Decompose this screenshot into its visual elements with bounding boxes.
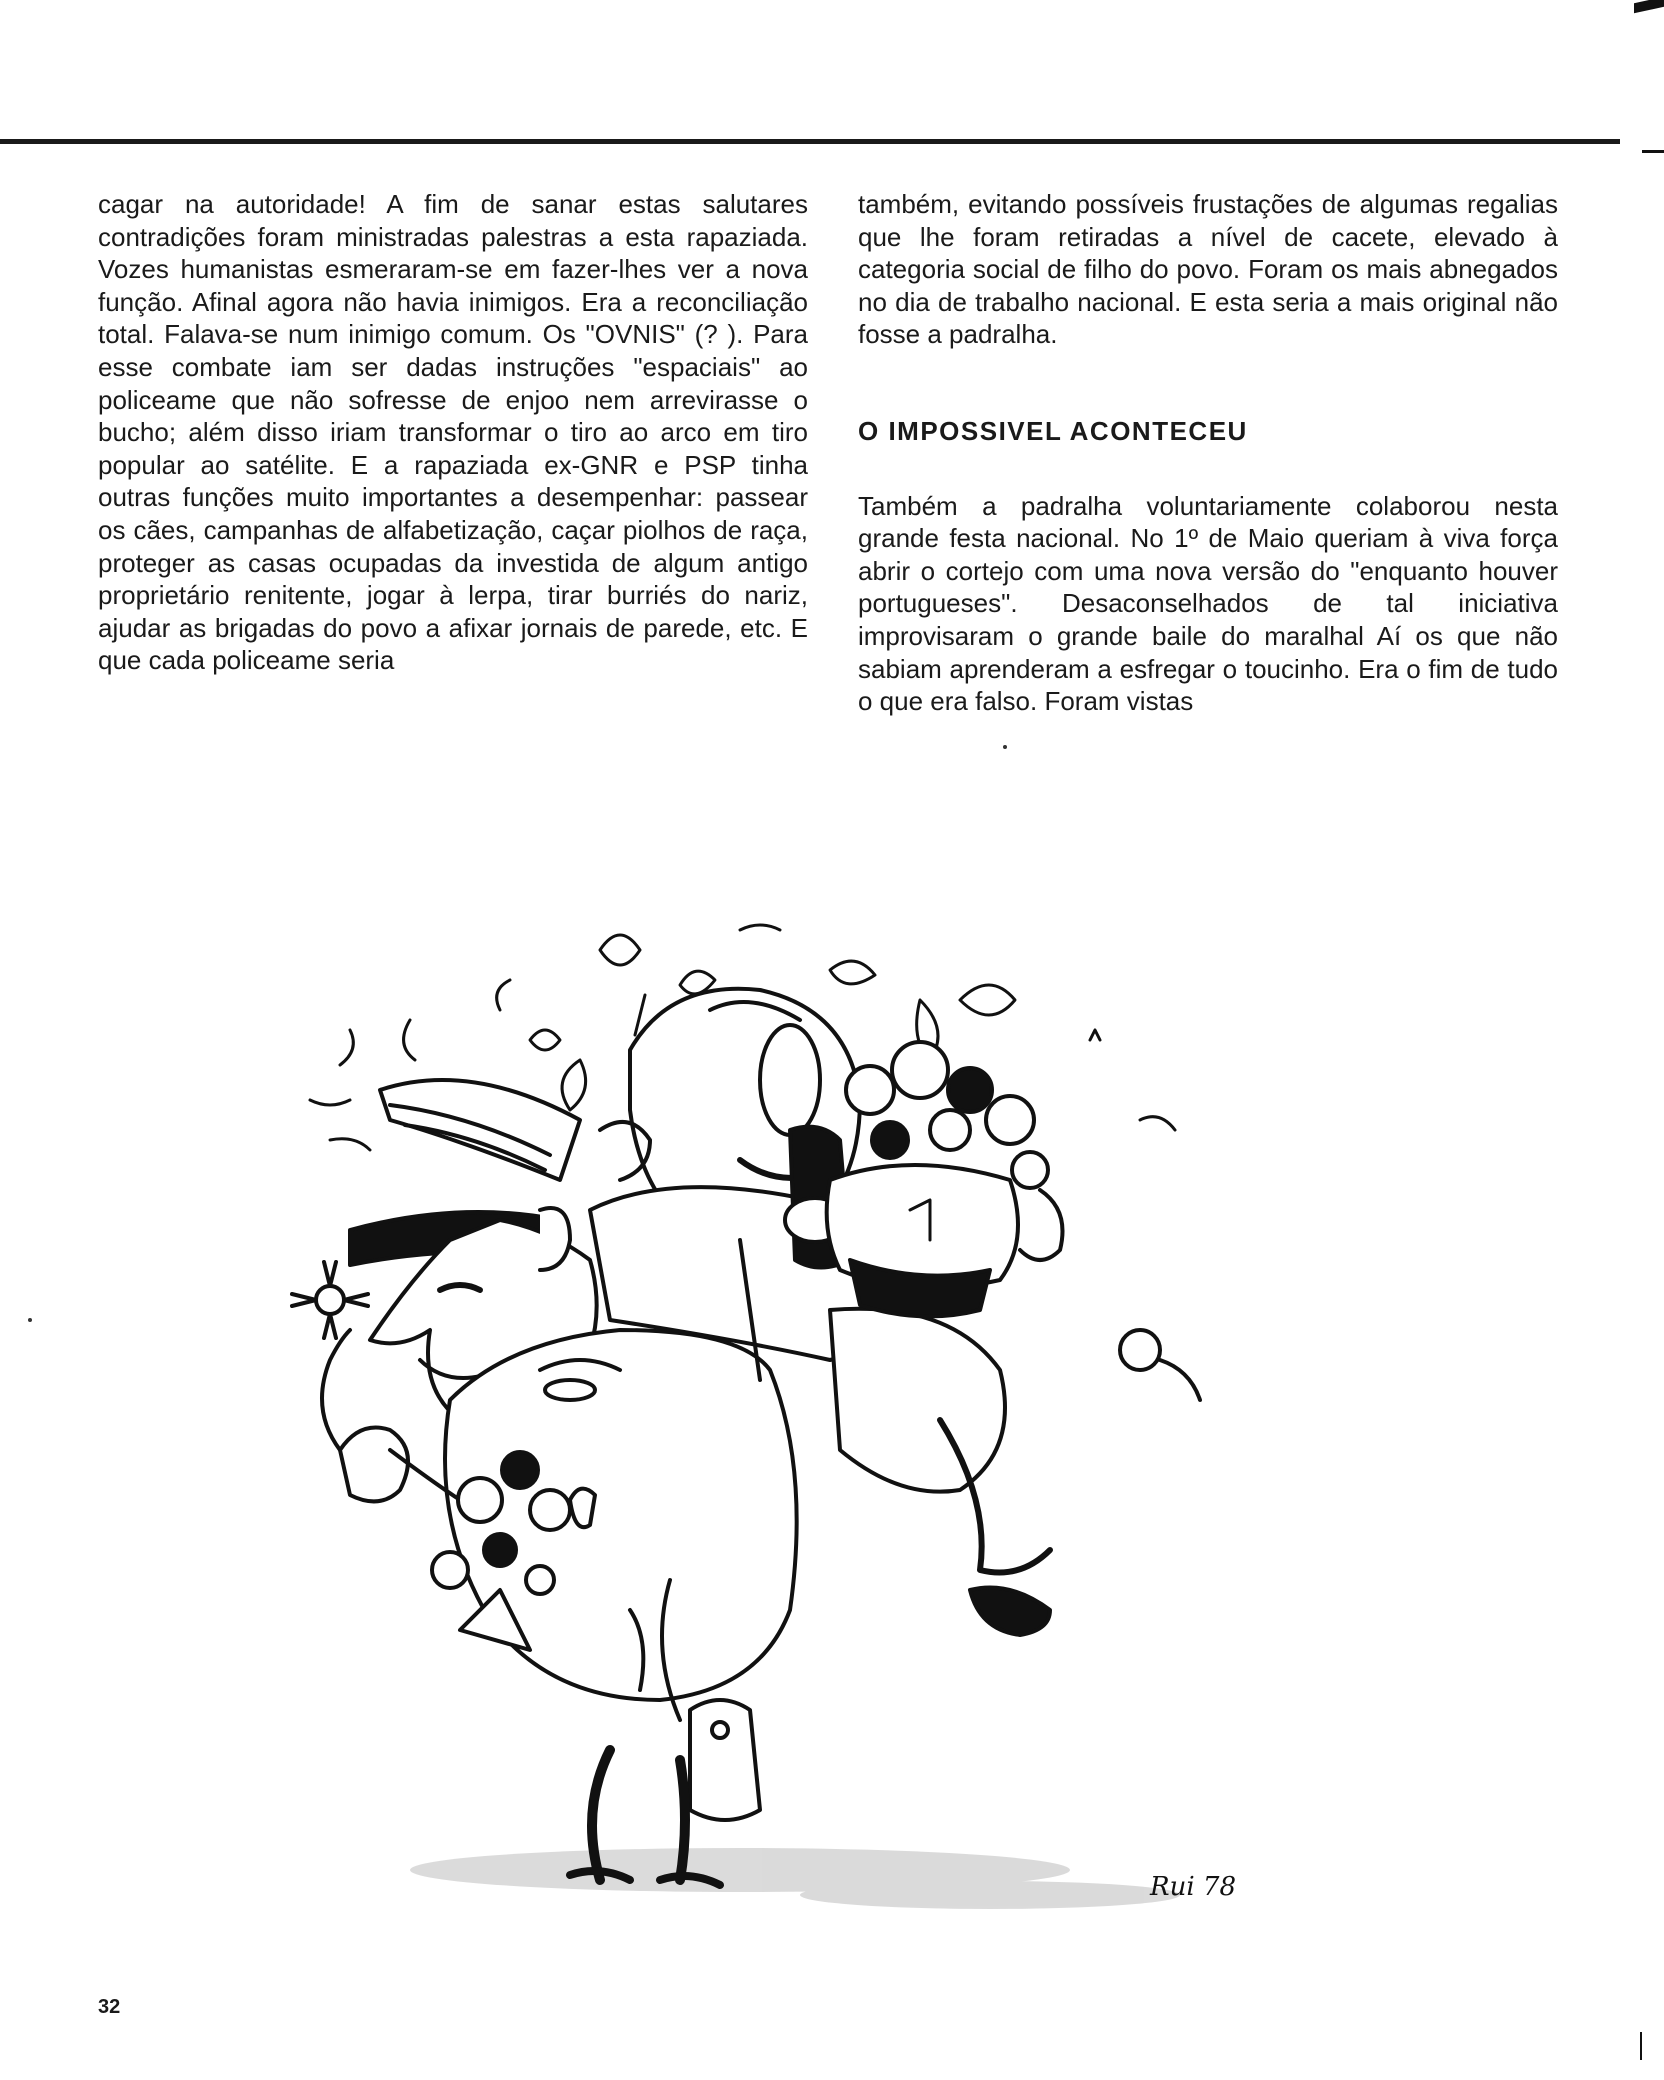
holster: [690, 1700, 760, 1820]
speck: [28, 1318, 32, 1322]
header-rule: [0, 139, 1620, 144]
daisy-icon: [292, 1262, 368, 1338]
helmet-with-flowers: [827, 1042, 1063, 1316]
left-column: [98, 188, 808, 677]
scan-edge-mark: [1640, 2032, 1642, 2060]
left-paragraph: cagar na autoridade! A fim de sanar estas salutares contradições foram ministradas palestras a esta rapaziada. Vozes humanistas esmeraram-se em fazer-lhes ver a nova função. Afinal agora não havia inimigos. Era a reconciliação total. Falava-se num inimigo comum. Os "OVNIS" (? ). Para esse combate iam ser dadas instruções "espaciais" ao policeame que não sofresse de enjoo nem arrevirasse o bucho; além disso iriam transformar o tiro ao arco em tiro popular ao satélite. E a rapaziada ex-GNR e PSP tinha outras funções muito importantes a desempenhar: passear os cães, campanhas de alfabetização, caçar piolhos de raça, proteger as casas ocupadas da investida de algum antigo proprietário renitente, jogar à lerpa, tirar burriés do nariz, ajudar as brigadas do povo a afixar jornais de parede, etc. E que cada policeame seria: [98, 189, 808, 676]
ground-shadow: [410, 1848, 1180, 1909]
right-column: [858, 188, 1558, 718]
page-number: 32: [98, 1996, 121, 2018]
right-paragraph-2: Também a padralha voluntariamente colaborou nesta grande festa nacional. No 1º de Maio queriam à viva força abrir o cortejo com uma nova versão do "enquanto houver portugueses". Desaconselhados de tal iniciativa improvisaram o grande baile do maralhal Aí os que não sabiam aprenderam a esfregar o toucinho. Era o fim de tudo o que era falso. Foram vistas: [858, 490, 1558, 717]
scan-edge-mark: [1642, 150, 1664, 153]
scan-corner-mark: [1634, 0, 1664, 13]
cartoon-illustration: [270, 890, 1370, 1970]
speck: [1003, 745, 1007, 749]
section-title: O IMPOSSIVEL ACONTECEU: [858, 415, 1248, 446]
artist-signature: Rui 78: [1150, 1872, 1236, 1902]
right-paragraph-1: também, evitando possíveis frustações de algumas regalias que lhe foram retiradas a nível de cacete, elevado à categoria social de filho do povo. Foram os mais abnegados no dia de trabalho nacional. E esta seria a mais original não fosse a padralha.: [858, 189, 1558, 350]
left-officer-body: [445, 1330, 797, 1720]
daisy-icon: [1120, 1330, 1200, 1400]
